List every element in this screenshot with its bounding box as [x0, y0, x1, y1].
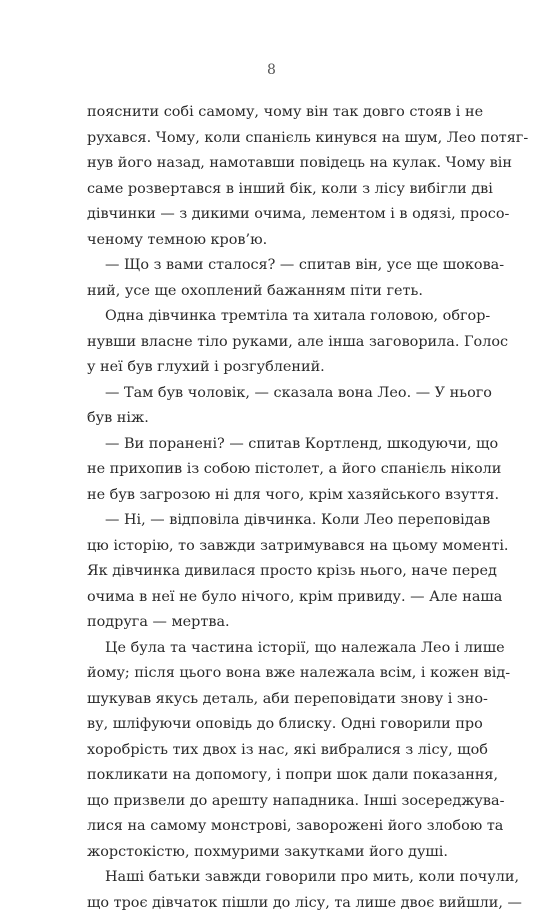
- paragraph: [87, 253, 461, 304]
- text-line: — Там був чоловік, — сказала вона Лео. — У нього: [87, 381, 461, 407]
- text-line: — Ви поранені? — спитав Кортленд, шкодуючи, що: [87, 432, 461, 458]
- text-line: ву, шліфуючи оповідь до блиску. Одні говорили про: [87, 712, 461, 738]
- text-line: не прихопив із собою пістолет, а його спанієль ніколи: [87, 457, 461, 483]
- text-line: рухався. Чому, коли спанієль кинувся на шум, Лео потяг-: [87, 126, 461, 152]
- text-line: ний, усе ще охоплений бажанням піти геть.: [87, 279, 461, 305]
- text-line: нувши власне тіло руками, але інша заговорила. Голос: [87, 330, 461, 356]
- text-line: Одна дівчинка тремтіла та хитала головою, обгор-: [87, 304, 461, 330]
- text-line: пояснити собі самому, чому він так довго стояв і не: [87, 100, 461, 126]
- text-line: жорстокістю, похмурими закутками його душі.: [87, 840, 461, 866]
- text-line: Як дівчинка дивилася просто крізь нього, наче перед: [87, 559, 461, 585]
- text-line: подруга — мертва.: [87, 610, 461, 636]
- paragraph: [87, 865, 461, 916]
- text-line: — Ні, — відповіла дівчинка. Коли Лео переповідав: [87, 508, 461, 534]
- text-line: у неї був глухий і розгублений.: [87, 355, 461, 381]
- text-line: цю історію, то завжди затримувався на цьому моменті.: [87, 534, 461, 560]
- text-line: дівчинки — з дикими очима, лементом і в одязі, просо-: [87, 202, 461, 228]
- text-line: лися на самому монстрові, заворожені його злобою та: [87, 814, 461, 840]
- paragraph: [87, 508, 461, 636]
- text-line: шукував якусь деталь, аби переповідати знову і зно-: [87, 687, 461, 713]
- text-line: покликати на допомогу, і попри шок дали показання,: [87, 763, 461, 789]
- text-line: йому; після цього вона вже належала всім, і кожен від-: [87, 661, 461, 687]
- text-line: ченому темною кров’ю.: [87, 228, 461, 254]
- paragraph: [87, 381, 461, 432]
- text-line: нув його назад, намотавши повідець на кулак. Чому він: [87, 151, 461, 177]
- paragraph: [87, 432, 461, 509]
- page-number: 8: [0, 62, 543, 78]
- paragraph: [87, 636, 461, 866]
- text-line: не був загрозою ні для чого, крім хазяйського взуття.: [87, 483, 461, 509]
- text-line: очима в неї не було нічого, крім привиду. — Але наша: [87, 585, 461, 611]
- body-text: [87, 100, 461, 916]
- text-line: що троє дівчаток пішли до лісу, та лише двоє вийшли, —: [87, 891, 461, 916]
- text-line: Наші батьки завжди говорили про мить, коли почули,: [87, 865, 461, 891]
- text-line: — Що з вами сталося? — спитав він, усе ще шокова-: [87, 253, 461, 279]
- paragraph: [87, 100, 461, 253]
- text-line: хоробрість тих двох із нас, які вибралися з лісу, щоб: [87, 738, 461, 764]
- text-line: що призвели до арешту нападника. Інші зосереджува-: [87, 789, 461, 815]
- text-line: був ніж.: [87, 406, 461, 432]
- paragraph: [87, 304, 461, 381]
- text-line: Це була та частина історії, що належала Лео і лише: [87, 636, 461, 662]
- text-line: саме розвертався в інший бік, коли з лісу вибігли дві: [87, 177, 461, 203]
